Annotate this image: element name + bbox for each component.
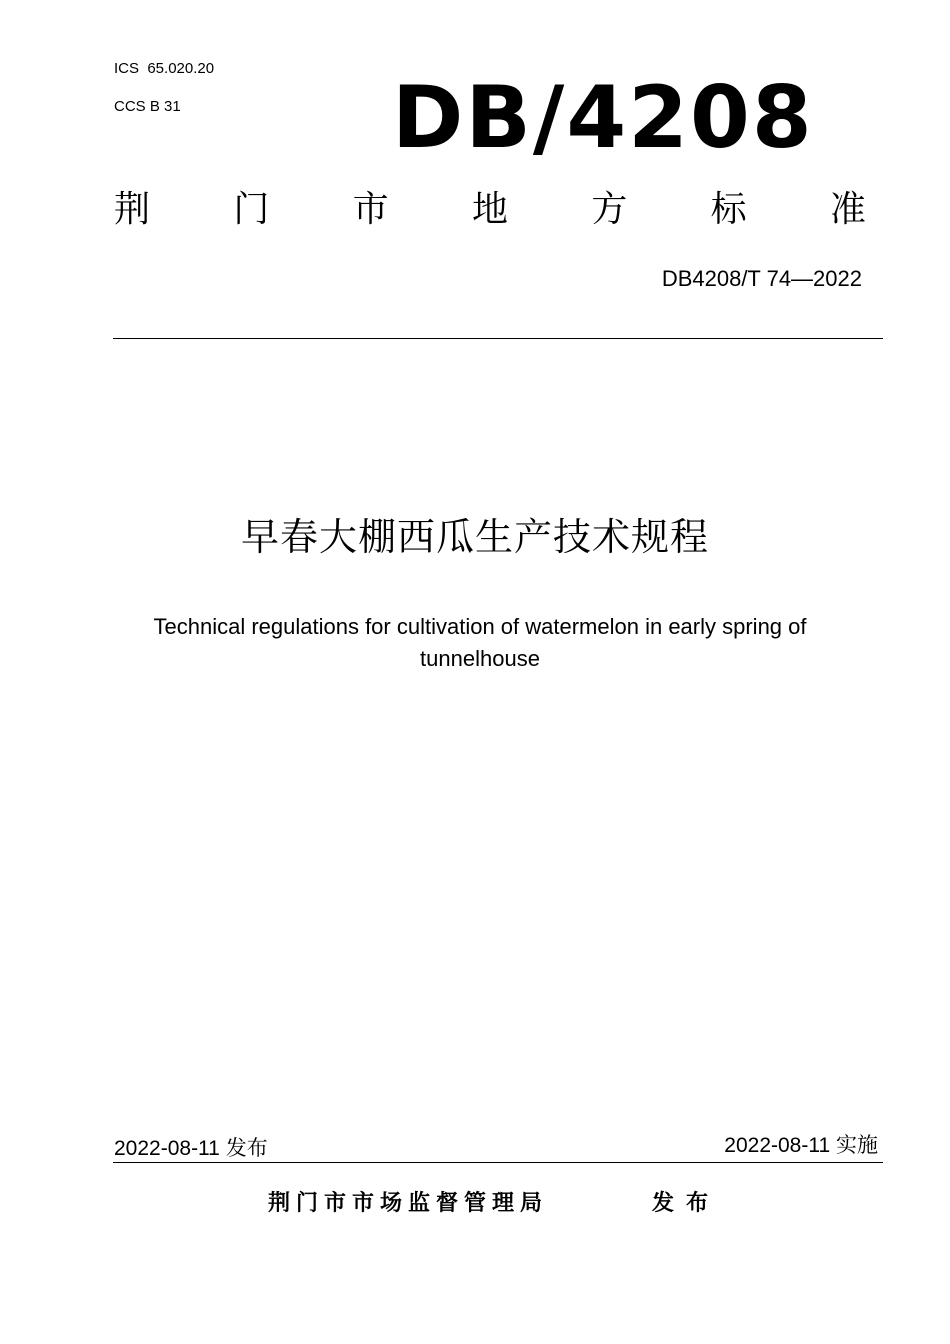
standard-type-char: 门 xyxy=(233,189,270,230)
standard-type-char: 荆 xyxy=(114,189,151,230)
standard-type-char: 市 xyxy=(352,189,389,230)
ccs-code: CCS B 31 xyxy=(114,98,181,115)
standard-number: DB4208/T 74—2022 xyxy=(661,266,862,291)
db-code-logo: DB/4208 xyxy=(392,68,814,168)
document-title-chinese: 早春大棚西瓜生产技术规程 xyxy=(240,515,709,559)
issuing-authority: 荆门市市场监督管理局 xyxy=(268,1191,549,1216)
header-divider xyxy=(113,338,883,339)
standard-type-char: 地 xyxy=(471,189,508,230)
footer-divider xyxy=(113,1162,883,1163)
issue-date: 2022-08-11 发布 xyxy=(114,1137,268,1160)
standard-type-char: 标 xyxy=(710,189,747,230)
standard-type-char: 准 xyxy=(829,189,866,230)
ics-code: ICS 65.020.20 xyxy=(114,60,215,77)
implementation-date: 2022-08-11 实施 xyxy=(724,1134,878,1157)
standard-type-char: 方 xyxy=(591,189,628,230)
document-title-english: Technical regulations for cultivation of watermelon in early spring of tunnelhouse xyxy=(153,614,807,671)
standard-type-heading xyxy=(114,188,866,232)
issuing-action: 发布 xyxy=(652,1191,721,1216)
